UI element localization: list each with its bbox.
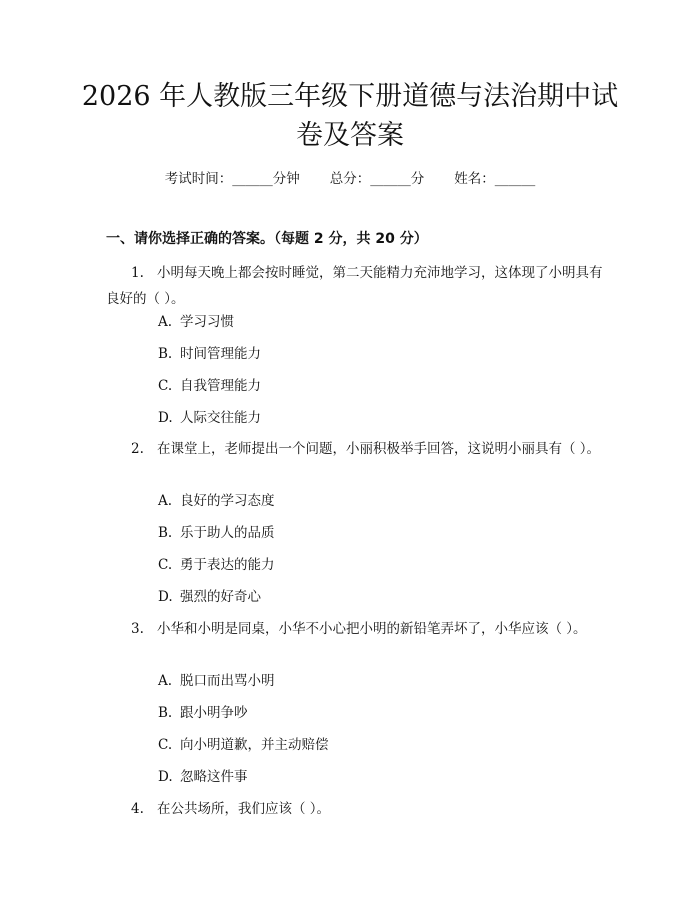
option-1d: D. 人际交往能力 (158, 410, 261, 426)
time-unit: 分钟 (272, 171, 300, 187)
score-blank: ______ (370, 171, 411, 187)
question-number: 1. (131, 265, 144, 281)
option-2a: A. 良好的学习态度 (158, 493, 275, 509)
question-1 (106, 260, 606, 312)
score-label: 总分： (329, 171, 371, 187)
option-1b: B. 时间管理能力 (158, 346, 261, 362)
name-blank: ______ (494, 171, 536, 187)
page-title-line2: 卷及答案 (296, 120, 404, 151)
option-3c: C. 向小明道歉，并主动赔偿 (158, 737, 329, 753)
option-2c: C. 勇于表达的能力 (158, 557, 275, 573)
question-4 (106, 796, 606, 822)
time-label: 考试时间： (164, 171, 233, 187)
option-2b: B. 乐于助人的品质 (158, 525, 275, 541)
question-text: 小明每天晚上都会按时睡觉，第二天能精力充沛地学习，这体现了小明具有良好的（ ）。 (106, 265, 603, 307)
exam-info (0, 170, 700, 188)
option-1c: C. 自我管理能力 (158, 378, 261, 394)
section-heading: 一、请你选择正确的答案。（每题 2 分，共 20 分） (106, 231, 428, 247)
question-text: 小华和小明是同桌，小华不小心把小明的新铅笔弄坏了，小华应该（ ）。 (157, 621, 587, 637)
page-title-line1: 2026 年人教版三年级下册道德与法治期中试 (81, 81, 619, 112)
option-3d: D. 忽略这件事 (158, 769, 248, 785)
question-number: 4. (131, 801, 144, 817)
question-2 (106, 436, 606, 462)
question-text: 在公共场所，我们应该（ ）。 (157, 801, 331, 817)
time-blank: ______ (232, 171, 273, 187)
question-number: 2. (131, 441, 144, 457)
question-3 (106, 616, 606, 642)
option-3b: B. 跟小明争吵 (158, 705, 248, 721)
question-text: 在课堂上，老师提出一个问题，小丽积极举手回答，这说明小丽具有（ ）。 (157, 441, 601, 457)
name-label: 姓名： (454, 171, 495, 187)
option-1a: A. 学习习惯 (158, 314, 234, 330)
score-unit: 分 (410, 171, 425, 187)
option-2d: D. 强烈的好奇心 (158, 589, 261, 605)
option-3a: A. 脱口而出骂小明 (158, 673, 275, 689)
question-number: 3. (131, 621, 144, 637)
